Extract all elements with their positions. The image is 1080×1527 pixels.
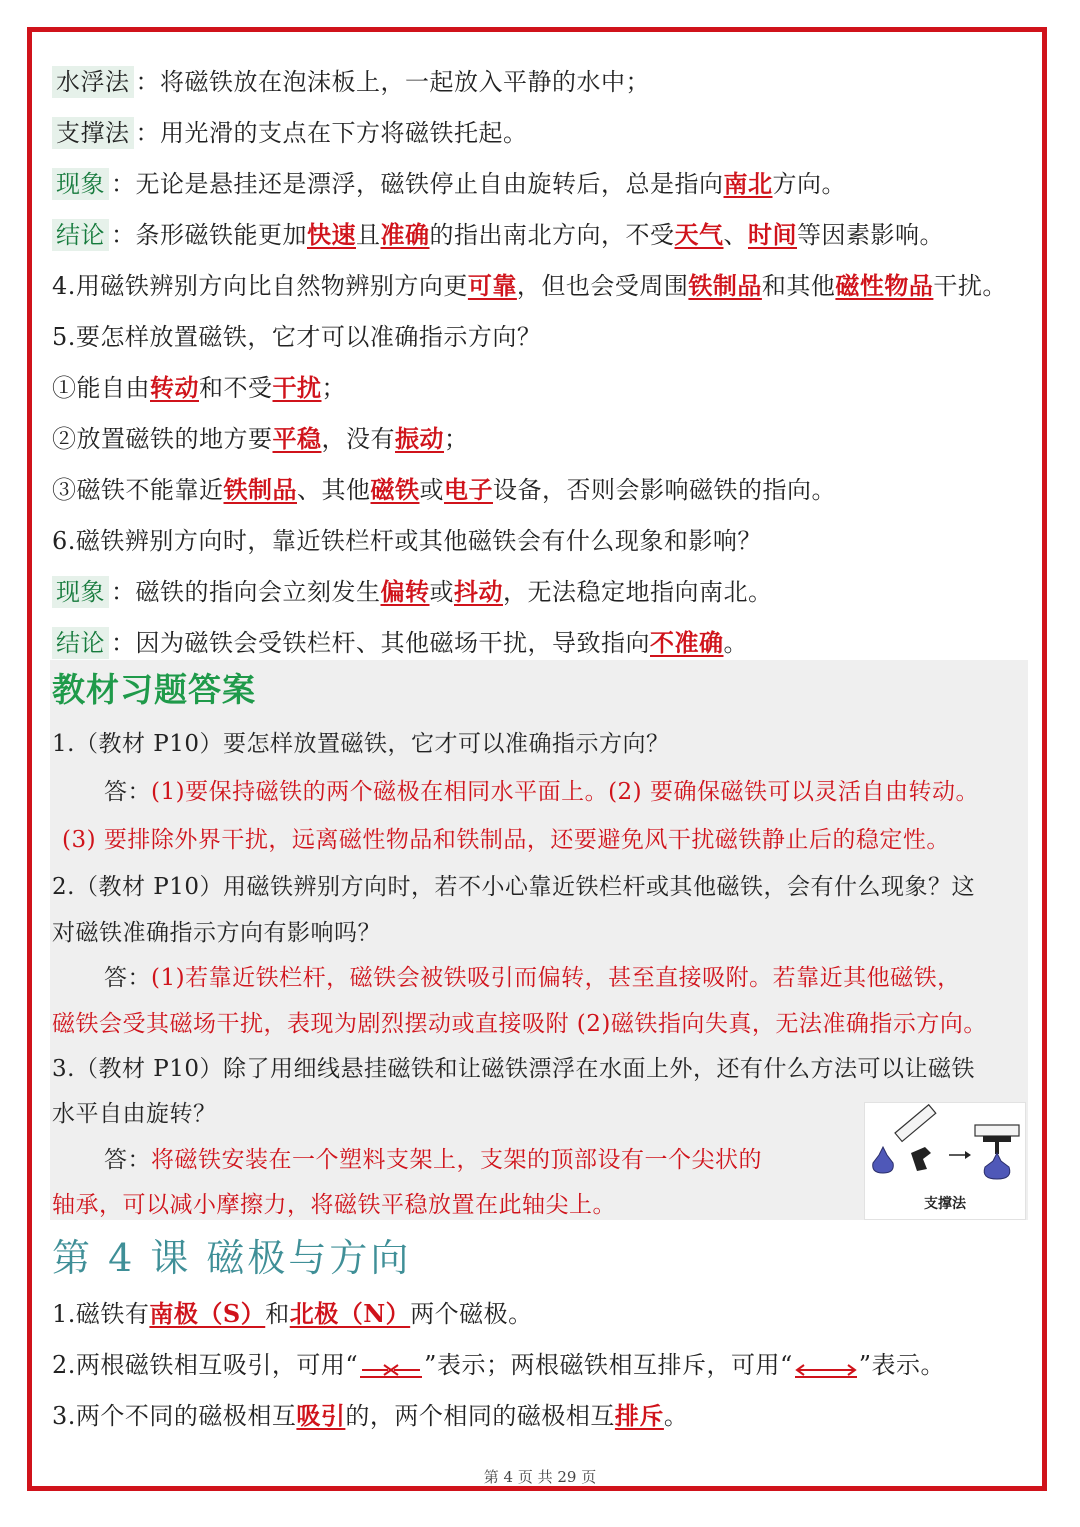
key-term: 平稳	[272, 424, 322, 453]
line-text: 3.两个不同的磁极相互	[52, 1402, 297, 1430]
key-term: 干扰	[272, 373, 322, 402]
line-text: 和其他	[761, 272, 836, 300]
line-item-5-2	[52, 423, 1030, 455]
line-text: ，但也会受周围	[516, 272, 689, 300]
key-term: 排斥	[614, 1401, 664, 1430]
line-item-6: 6.磁铁辨别方向时，靠近铁栏杆或其他磁铁会有什么现象和影响？	[52, 527, 762, 555]
answer-label: 答：	[104, 1147, 151, 1173]
exercise-answer-1-line-2: (3) 要排除外界干扰，远离磁性物品和铁制品，还要避免风干扰磁铁静止后的稳定性。	[62, 827, 950, 853]
line-conclusion-1	[52, 219, 1030, 251]
line-text: 且	[356, 221, 381, 249]
tag-phenomenon: 现象	[52, 576, 109, 608]
exercise-question-1: 1.（教材 P10）要怎样放置磁铁，它才可以准确指示方向？	[52, 731, 670, 757]
answer-text: 将磁铁安装在一个塑料支架上，支架的顶部设有一个尖状的	[151, 1147, 762, 1173]
line-text: 和	[265, 1300, 290, 1328]
line-text: ②放置磁铁的地方要	[52, 425, 273, 453]
key-term: 转动	[150, 373, 199, 402]
tag-water-float: 水浮法	[52, 66, 134, 98]
line-text: 两个磁极。	[410, 1300, 533, 1328]
line-text: 。	[723, 629, 748, 657]
exercise-answer-1-line-1	[104, 776, 1030, 808]
tag-conclusion: 结论	[52, 219, 109, 251]
line-phenomenon-1	[52, 168, 1030, 200]
line-text: 2.两根磁铁相互吸引，可用“	[52, 1351, 359, 1379]
lesson-point-2	[52, 1349, 1030, 1381]
page-number-footer: 第 4 页 共 29 页	[483, 1468, 597, 1486]
exercise-answer-3-line-2: 轴承，可以减小摩擦力，将磁铁平稳放置在此轴尖上。	[52, 1192, 616, 1218]
key-term: 电子	[444, 475, 493, 504]
line-item-5-1	[52, 372, 1030, 404]
key-term: 时间	[748, 220, 797, 249]
answer-label: 答：	[104, 965, 151, 991]
line-text: 1.磁铁有	[52, 1300, 150, 1328]
exercise-answer-2-line-1	[104, 962, 1030, 994]
magnet-stand-icon	[865, 1103, 1025, 1195]
key-term: 抖动	[454, 577, 503, 606]
line-phenomenon-2	[52, 576, 1030, 608]
line-text: ：无论是悬挂还是漂浮，磁铁停止自由旋转后，总是指向	[111, 170, 724, 198]
line-text: ③磁铁不能靠近	[52, 476, 224, 504]
line-text: ；	[321, 374, 346, 402]
answer-text: (1)若靠近铁栏杆，磁铁会被铁吸引而偏转，甚至直接吸附。若靠近其他磁铁，	[151, 965, 961, 991]
line-text: ：磁铁的指向会立刻发生	[111, 578, 381, 606]
tag-support: 支撑法	[52, 117, 134, 149]
line-item-5: 5.要怎样放置磁铁，它才可以准确指示方向？	[52, 323, 542, 351]
key-term: 不准确	[650, 628, 724, 657]
line-text: 。	[663, 1402, 689, 1430]
line-text: 和不受	[199, 374, 273, 402]
tag-phenomenon: 现象	[52, 168, 109, 200]
key-term: 天气	[674, 220, 724, 249]
line-water-float	[52, 66, 1030, 98]
exercise-section-title: 教材习题答案	[52, 670, 256, 709]
line-text: 4.用磁铁辨别方向比自然物辨别方向更	[52, 272, 468, 300]
line-item-5-3	[52, 474, 1030, 506]
illustration-caption: 支撑法	[924, 1196, 966, 1212]
key-term: 南北	[723, 169, 773, 198]
line-text: 设备，否则会影响磁铁的指向。	[493, 476, 836, 504]
key-term: 快速	[307, 220, 356, 249]
exercise-answer-2-line-2: 磁铁会受其磁场干扰，表现为剧烈摆动或直接吸附 (2)磁铁指向失真，无法准确指示方向。	[52, 1011, 987, 1037]
line-text: ；	[444, 425, 469, 453]
line-text: 干扰。	[933, 272, 1007, 300]
key-term: 振动	[395, 424, 444, 453]
exercise-question-3-line-2: 水平自由旋转？	[52, 1101, 217, 1127]
key-term: 磁铁	[370, 475, 420, 504]
line-text: 的指出南北方向，不受	[429, 221, 675, 249]
line-item-4	[52, 270, 1030, 302]
exercise-question-2-line-2: 对磁铁准确指示方向有影响吗？	[52, 920, 381, 946]
key-term: 铁制品	[688, 271, 762, 300]
line-text: ，无法稳定地指向南北。	[503, 578, 773, 606]
line-text: ①能自由	[52, 374, 150, 402]
key-term: 偏转	[380, 577, 430, 606]
key-term: 吸引	[296, 1401, 346, 1430]
line-text: 、其他	[297, 476, 371, 504]
attract-arrows-icon	[360, 1356, 422, 1378]
key-term: 可靠	[467, 271, 517, 300]
line-text: ”表示。	[858, 1351, 945, 1379]
line-text: ”表示；两根磁铁相互排斥，可用“	[424, 1351, 793, 1379]
line-text: ：因为磁铁会受铁栏杆、其他磁场干扰，导致指向	[111, 629, 650, 657]
key-term: 准确	[380, 220, 430, 249]
line-text: 的，两个相同的磁极相互	[345, 1402, 615, 1430]
line-text: ：条形磁铁能更加	[111, 221, 307, 249]
answer-label: 答：	[104, 779, 151, 805]
exercise-question-2-line-1: 2.（教材 P10）用磁铁辨别方向时，若不小心靠近铁栏杆或其他磁铁，会有什么现象？这	[52, 874, 975, 900]
repel-arrows-icon	[795, 1356, 857, 1378]
line-text: 或	[419, 476, 444, 504]
key-term: 北极（N）	[289, 1299, 411, 1328]
support-method-illustration	[864, 1102, 1026, 1220]
exercise-question-3-line-1: 3.（教材 P10）除了用细线悬挂磁铁和让磁铁漂浮在水面上外，还有什么方法可以让磁铁	[52, 1056, 975, 1082]
key-term: 铁制品	[223, 475, 297, 504]
lesson-point-3	[52, 1400, 1030, 1432]
key-term: 磁性物品	[835, 271, 934, 300]
line-text: ：用光滑的支点在下方将磁铁托起。	[135, 119, 528, 147]
line-support	[52, 117, 1030, 149]
lesson-point-1	[52, 1298, 1030, 1330]
lesson-title: 第 4 课 磁极与方向	[52, 1236, 412, 1280]
line-text: 或	[429, 578, 454, 606]
line-text: 、	[723, 221, 748, 249]
line-text: ，没有	[321, 425, 395, 453]
line-text: 方向。	[772, 170, 846, 198]
key-term: 南极（S）	[149, 1299, 266, 1328]
line-text: 等因素影响。	[797, 221, 944, 249]
answer-text: (1)要保持磁铁的两个磁极在相同水平面上。(2) 要确保磁铁可以灵活自由转动。	[151, 779, 979, 805]
line-text: ：将磁铁放在泡沫板上，一起放入平静的水中；	[135, 68, 650, 96]
tag-conclusion: 结论	[52, 627, 109, 659]
line-conclusion-2	[52, 627, 1030, 659]
